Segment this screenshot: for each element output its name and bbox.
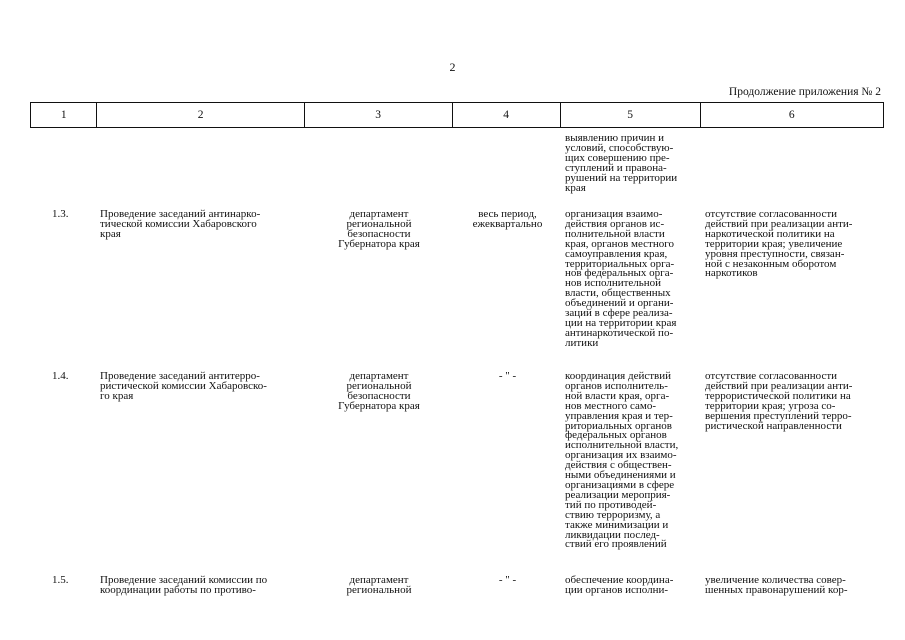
responsible-department: департамент региональной безопасности Губернатора края xyxy=(338,370,420,412)
responsible-department: департамент региональной xyxy=(346,574,412,596)
expected-result: координация действий органов исполнитель- ной власти края, орга- нов местного само- управления края и тер- риториальных органов федеральных органов исполнительной власти, организация их взаимо- действия с обществен- ными объединениями и организациями в сфере реализации мероприя- тий по противодей- ствию терроризму, а также минимизации и ликвидации послед- ствий его проявлений xyxy=(565,370,679,551)
implementation-period: - " - xyxy=(498,370,517,382)
header-col-1: 1 xyxy=(31,103,97,128)
measure-name: Проведение заседаний антинарко- тической комиссии Хабаровского края xyxy=(100,208,261,240)
implementation-period: - " - xyxy=(498,574,517,586)
responsible-department: департамент региональной безопасности Губернатора края xyxy=(338,208,420,250)
appendix-continuation-title: Продолжение приложения № 2 xyxy=(728,86,881,98)
header-col-4: 4 xyxy=(452,103,560,128)
implementation-period: весь период, ежеквартально xyxy=(472,208,543,230)
header-col-5: 5 xyxy=(560,103,700,128)
row-number: 1.3. xyxy=(52,208,69,220)
column-number-header xyxy=(30,102,884,128)
row-number: 1.4. xyxy=(52,370,69,382)
page-number: 2 xyxy=(449,60,456,74)
header-col-3: 3 xyxy=(304,103,452,128)
header-col-2: 2 xyxy=(97,103,304,128)
row-number: 1.5. xyxy=(52,574,69,586)
non-implementation-consequence: отсутствие согласованности действий при реализации анти- наркотической политики на территории края; увеличение уровня преступности, связан- ной с незаконным оборотом наркотиков xyxy=(705,208,853,280)
expected-result: обеспечение координа- ции органов исполни- xyxy=(565,574,674,596)
expected-result: организация взаимо- действия органов ис- полнительной власти края, органов местного самоуправления края, территориальных орга- нов федеральных орга- нов исполнительной власти, общественных объединений и органи- заций в сфере реализа- ции на территории края антинаркотической по- литики xyxy=(565,208,677,349)
measure-name: Проведение заседаний комиссии по координации работы по противо- xyxy=(100,574,268,596)
carryover-result-text: выявлению причин и условий, способствую- щих совершению пре- ступлений и правона- рушений на территории края xyxy=(565,132,678,194)
non-implementation-consequence: увеличение количества совер- шенных правонарушений кор- xyxy=(705,574,848,596)
non-implementation-consequence: отсутствие согласованности действий при реализации анти- террористической политики на территории края; угроза со- вершения преступлений терро- ристической направленности xyxy=(705,370,853,432)
header-col-6: 6 xyxy=(700,103,884,128)
measure-name: Проведение заседаний антитерро- ристической комиссии Хабаровско- го края xyxy=(100,370,267,402)
